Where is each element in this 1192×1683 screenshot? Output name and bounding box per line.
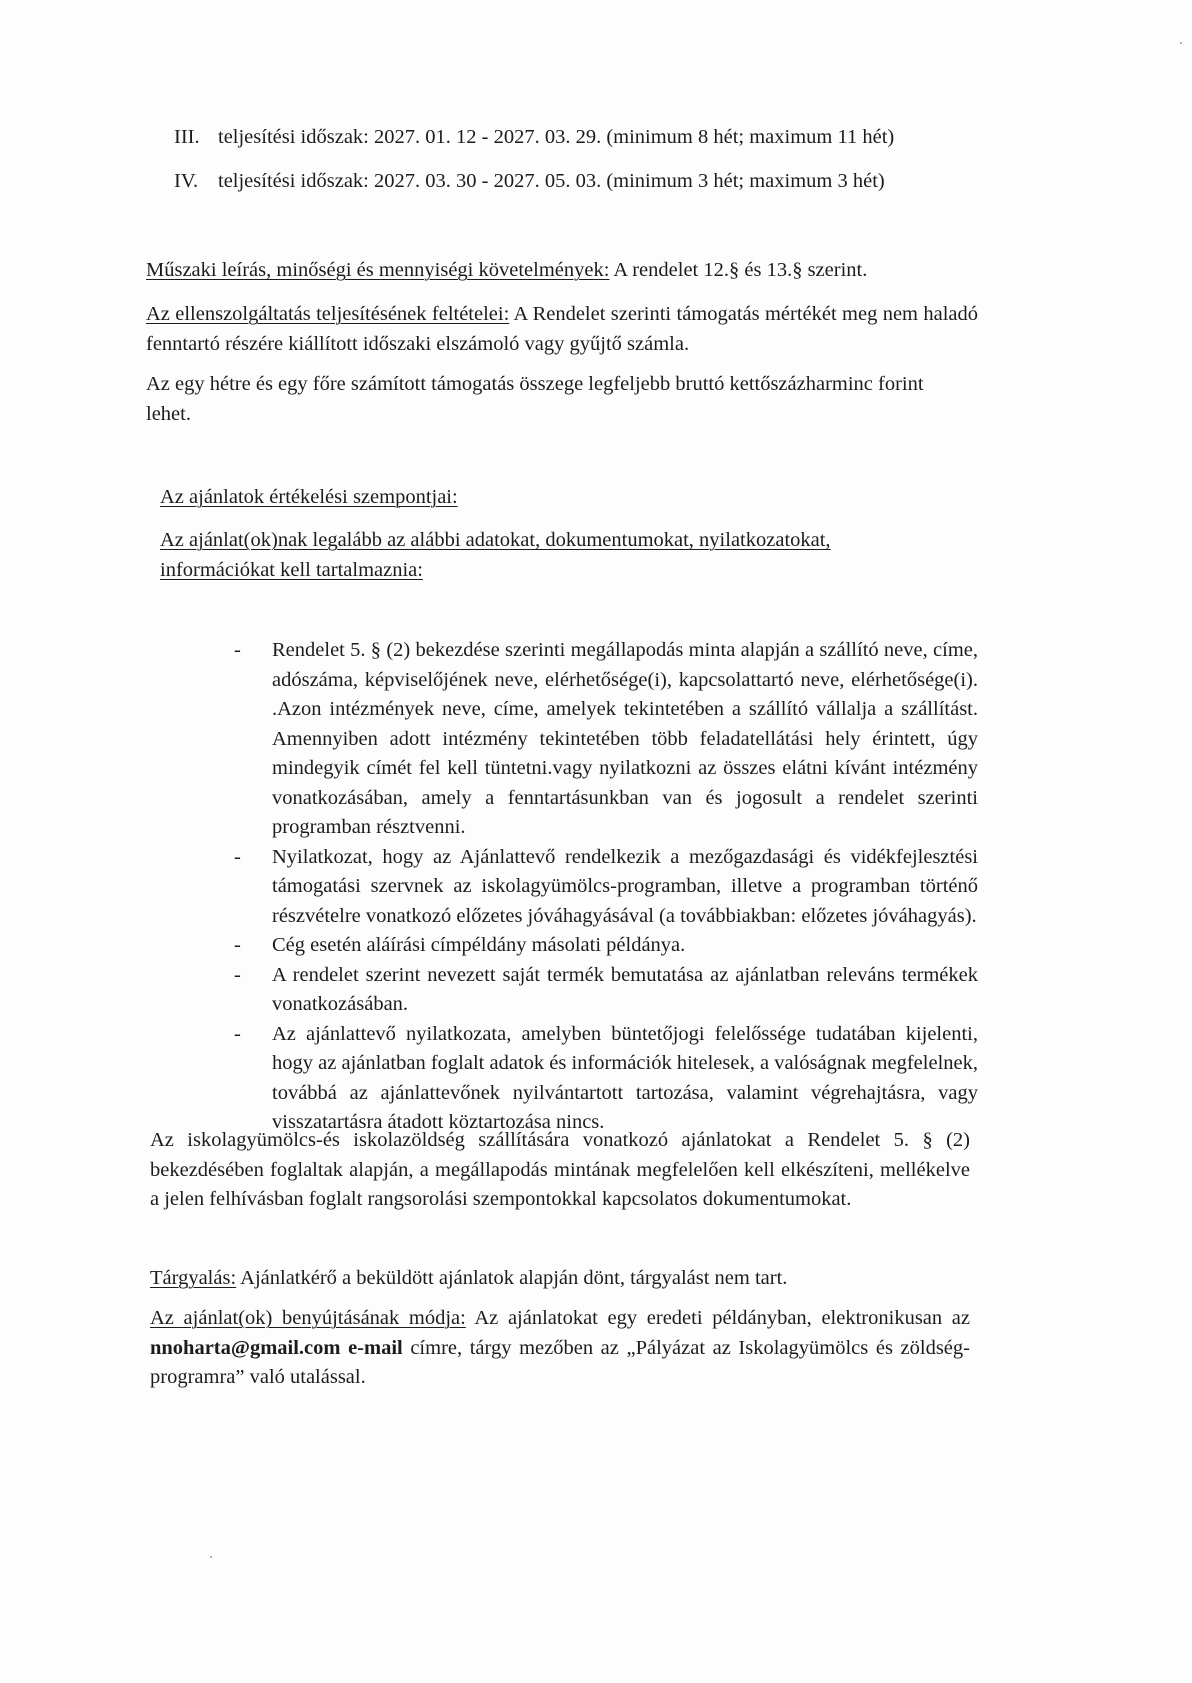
- list-item-text: Cég esetén aláírási címpéldány másolati példánya.: [272, 934, 686, 956]
- list-item: [232, 961, 978, 1020]
- submission-text-after: címre, tárgy mezőben az „Pályázat az Iskolagyümölcs és zöldség-programra” való utalással.: [150, 1336, 970, 1388]
- scan-speck: [210, 1556, 212, 1558]
- list-item: [232, 636, 978, 843]
- technical-text: A rendelet 12.§ és 13.§ szerint.: [609, 259, 868, 281]
- submission-paragraph: [150, 1304, 970, 1393]
- conditions-label: Az ellenszolgáltatás teljesítésének feltételei:: [146, 303, 510, 325]
- negotiation-paragraph: [150, 1265, 787, 1292]
- list-item: [232, 931, 978, 961]
- requirements-list: [232, 636, 978, 1138]
- submission-email-suffix: e-mail: [340, 1336, 403, 1359]
- dash-bullet: -: [234, 845, 241, 868]
- list-item-text: Rendelet 5. § (2) bekezdése szerinti megállapodás minta alapján a szállító neve, címe, adószáma, képviselőjének neve, elérhetősége(i), kapcsolattartó neve, elérhetősége(i). .Azon intézmények neve, címe, amelyek tekintetében a szállító vállalja a szállítást. Amennyiben adott intézmény tekintetében több feladatellátási hely érintett, úgy mindegyik címét fel kell tüntetni.vagy nyilatkozni az összes elátni kívánt intézmény vonatkozásában, amely a fenntartásunkban van és jogosult a rendelet szerinti programban résztvenni.: [272, 639, 978, 838]
- period-line-4: [174, 168, 885, 195]
- list-item-text: Nyilatkozat, hogy az Ajánlattevő rendelkezik a mezőgazdasági és vidékfejlesztési támogatási szervnek az iskolagyümölcs-programban, illetve a programban történő részvételre vonatkozó előzetes jóváhagyásával (a továbbiakban: előzetes jóváhagyás).: [272, 845, 978, 927]
- contents-heading: Az ajánlat(ok)nak legalább az alábbi adatokat, dokumentumokat, nyilatkozatokat, információkat kell tartalmaznia:: [160, 529, 831, 581]
- technical-paragraph: [146, 257, 867, 284]
- list-item: [232, 1020, 978, 1138]
- negotiation-label: Tárgyalás:: [150, 1267, 237, 1289]
- dash-bullet: -: [234, 934, 241, 956]
- scan-speck: [1180, 42, 1182, 44]
- negotiation-text: Ajánlatkérő a beküldött ajánlatok alapján dönt, tárgyalást nem tart.: [236, 1267, 788, 1289]
- dash-bullet: -: [234, 963, 241, 986]
- period-line-3: [174, 124, 894, 151]
- evaluation-heading: Az ajánlatok értékelési szempontjai:: [160, 486, 458, 508]
- technical-label: Műszaki leírás, minőségi és mennyiségi követelmények:: [146, 259, 610, 281]
- period-roman-4: IV.: [174, 170, 199, 192]
- submission-label: Az ajánlat(ok) benyújtásának módja:: [150, 1307, 466, 1329]
- submission-email: nnoharta@gmail.com: [150, 1336, 341, 1359]
- conditions-text: A Rendelet szerinti támogatás mértékét meg nem haladó fenntartó részére kiállított időszaki elszámoló vagy gyűjtő számla.: [146, 303, 979, 355]
- submission-text-before: Az ajánlatokat egy eredeti példányban, elektronikusan az: [465, 1307, 970, 1329]
- period-text-4: teljesítési időszak: 2027. 03. 30 - 2027. 05. 03. (minimum 3 hét; maximum 3 hét): [218, 170, 885, 192]
- conditions-paragraph: [146, 300, 978, 359]
- list-item-text: A rendelet szerint nevezett saját termék bemutatása az ajánlatban releváns termékek vonatkozásában.: [272, 963, 978, 1015]
- dash-bullet: -: [234, 1022, 241, 1045]
- max-support-paragraph: Az egy hétre és egy főre számított támogatás összege legfeljebb bruttó kettőszázharminc forint lehet.: [146, 373, 924, 425]
- list-item-text: Az ajánlattevő nyilatkozata, amelyben büntetőjogi felelőssége tudatában kijelenti, hogy az ajánlatban foglalt adatok és információk hitelesek, a valóságnak megfelelnek, továbbá az ajánlattevőnek nyilvántartott tartozása, valamint végrehajtásra, vagy visszatartásra átadott köztartozása nincs.: [272, 1022, 978, 1133]
- list-item: [232, 843, 978, 932]
- period-roman-3: III.: [174, 126, 200, 148]
- dash-bullet: -: [234, 639, 241, 661]
- preparation-paragraph: Az iskolagyümölcs-és iskolazöldség szállítására vonatkozó ajánlatokat a Rendelet 5. § (2) bekezdésében foglaltak alapján, a megállapodás mintának megfelelően kell elkészíteni, mellékelve a jelen felhívásban foglalt rangsorolási szempontokkal kapcsolatos dokumentumokat.: [150, 1129, 970, 1210]
- period-text-3: teljesítési időszak: 2027. 01. 12 - 2027. 03. 29. (minimum 8 hét; maximum 11 hét): [218, 126, 895, 148]
